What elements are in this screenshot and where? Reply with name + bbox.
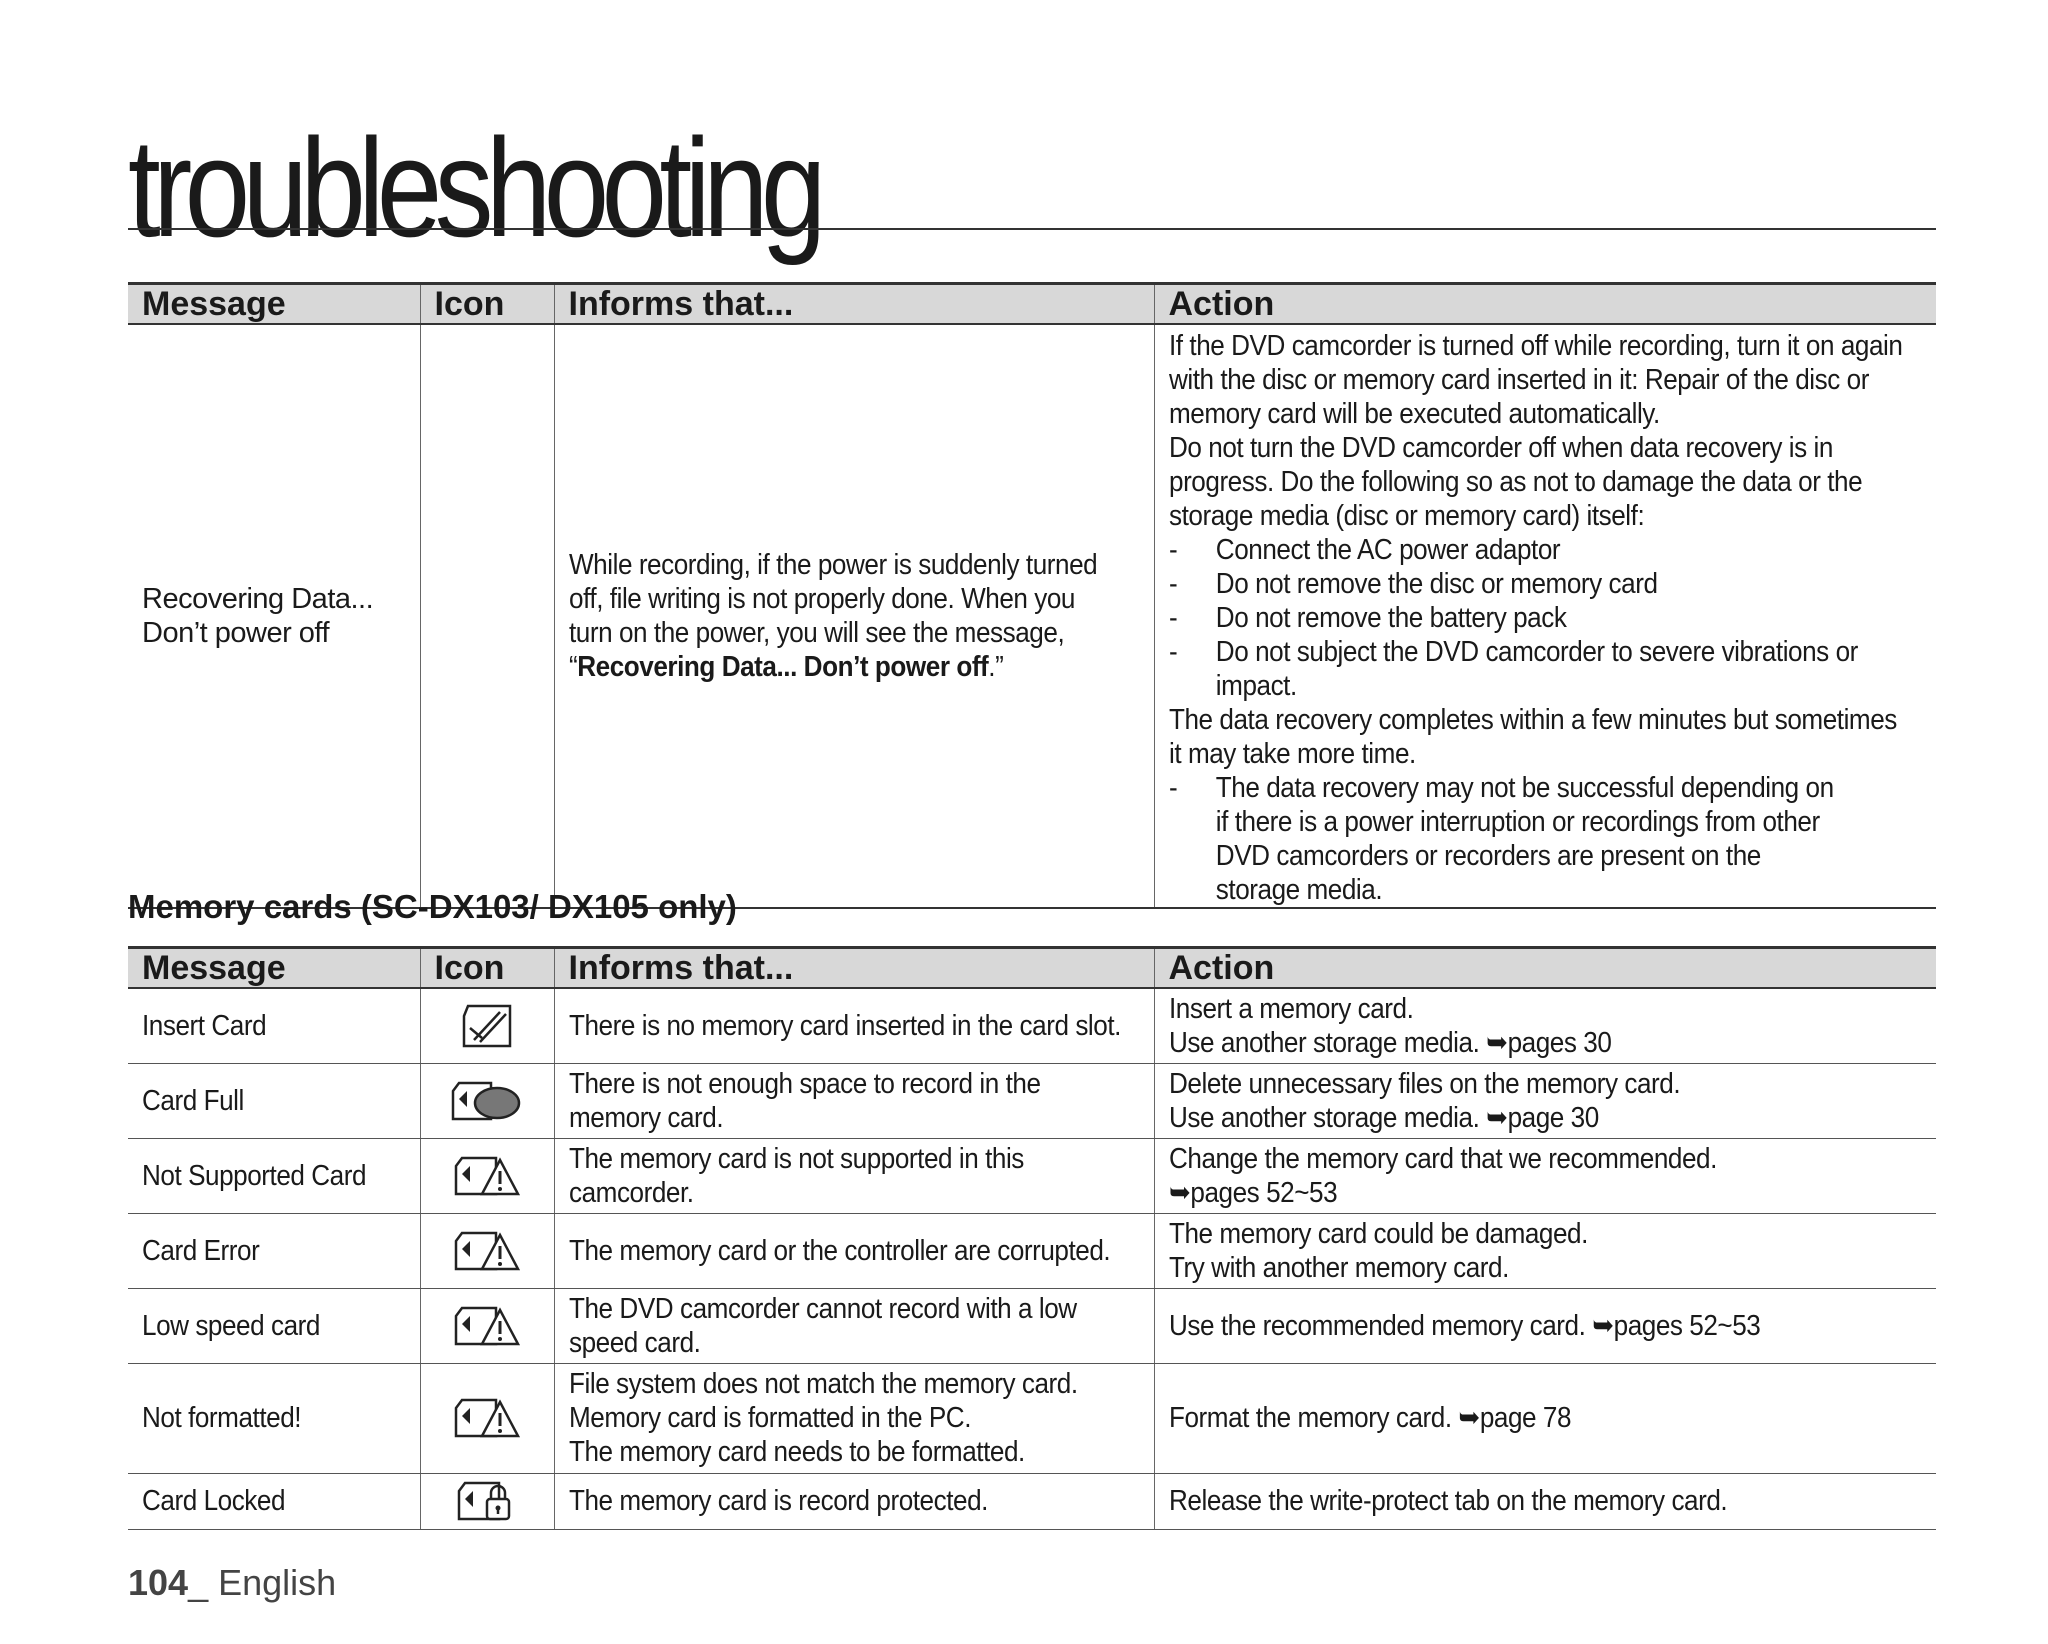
- informs-line: Memory card is formatted in the PC.: [568, 1402, 971, 1434]
- action-line: Delete unnecessary files on the memory card.: [1168, 1067, 1680, 1100]
- memory-cards-table: [128, 946, 1936, 1530]
- section-heading: Memory cards (SC-DX103/ DX105 only): [128, 888, 737, 925]
- informs-line: The memory card or the controller are corrupted.: [568, 1234, 1110, 1267]
- informs-line: The DVD camcorder cannot record with a low: [568, 1292, 1077, 1325]
- title-rule: [128, 228, 1936, 230]
- message-text: Card Error: [142, 1234, 260, 1267]
- recovering-table: [128, 282, 1936, 909]
- message-text: Card Full: [142, 1084, 244, 1117]
- quote-open: “: [568, 651, 577, 683]
- table-row: [128, 324, 1936, 908]
- bullet-item: - Do not remove the disc or memory card: [1168, 568, 1658, 600]
- action-line: Use another storage media. ➥page 30: [1168, 1101, 1599, 1134]
- message-cell: [128, 1213, 420, 1288]
- message-cell: [128, 1473, 420, 1529]
- message-text: Not formatted!: [142, 1402, 302, 1434]
- action-cell: [1154, 1138, 1936, 1213]
- action-line: The data recovery completes within a few minutes but sometimes: [1168, 704, 1897, 736]
- card-warning-icon: [421, 1396, 554, 1440]
- message-text: Insert Card: [142, 1009, 267, 1042]
- page-title: troubleshooting: [128, 109, 819, 266]
- informs-line: File system does not match the memory card.: [568, 1368, 1078, 1400]
- icon-cell: [420, 1213, 554, 1288]
- table-row: [128, 1363, 1936, 1473]
- action-cell: [1154, 1288, 1936, 1363]
- informs-line: memory card.: [568, 1101, 723, 1134]
- table-row: [128, 988, 1936, 1063]
- action-line: Do not turn the DVD camcorder off when data recovery is in: [1168, 432, 1833, 464]
- action-line: memory card will be executed automatically.: [1168, 398, 1660, 430]
- informs-line: camcorder.: [568, 1176, 694, 1209]
- column-header-icon: Icon: [420, 284, 554, 325]
- informs-line: The memory card is record protected.: [568, 1485, 988, 1517]
- column-header-icon: Icon: [420, 948, 554, 989]
- action-line: Try with another memory card.: [1168, 1251, 1509, 1284]
- action-cell: [1154, 988, 1936, 1063]
- action-line: progress. Do the following so as not to damage the data or the: [1168, 466, 1862, 498]
- column-header-message: Message: [128, 284, 420, 325]
- column-header-message: Message: [128, 948, 420, 989]
- action-line: with the disc or memory card inserted in it: Repair of the disc or: [1168, 364, 1869, 396]
- action-line: If the DVD camcorder is turned off while recording, turn it on again: [1168, 330, 1902, 362]
- action-cell: [1154, 1473, 1936, 1529]
- action-cell: [1154, 1363, 1936, 1473]
- icon-cell: [420, 1138, 554, 1213]
- message-text: Not Supported Card: [142, 1159, 367, 1192]
- table-row: [128, 1213, 1936, 1288]
- action-line: storage media (disc or memory card) itself:: [1168, 500, 1644, 532]
- action-line: Insert a memory card.: [1168, 992, 1413, 1025]
- informs-cell: [554, 1138, 1154, 1213]
- header-row: [128, 284, 1936, 325]
- message-cell: [128, 988, 420, 1063]
- informs-cell: [554, 988, 1154, 1063]
- informs-line: off, file writing is not properly done. When you: [568, 583, 1075, 615]
- informs-line: turn on the power, you will see the message,: [568, 617, 1064, 649]
- card-warning-icon: [421, 1229, 554, 1273]
- card-warning-icon: [421, 1154, 554, 1198]
- informs-line: While recording, if the power is suddenly turned: [568, 549, 1097, 581]
- icon-cell: [420, 324, 554, 908]
- icon-cell: [420, 988, 554, 1063]
- page-number: 104: [128, 1562, 189, 1603]
- header-row: [128, 948, 1936, 989]
- table-row: [128, 1288, 1936, 1363]
- column-header-informs: Informs that...: [554, 284, 1154, 325]
- action-line: Use the recommended memory card. ➥pages 52~53: [1168, 1309, 1760, 1342]
- card-full-icon: [421, 1079, 554, 1123]
- table-row: [128, 1473, 1936, 1529]
- table-row: [128, 1063, 1936, 1138]
- message-cell: [128, 1363, 420, 1473]
- card-locked-icon: [421, 1479, 554, 1523]
- action-line: The memory card could be damaged.: [1168, 1217, 1588, 1250]
- message-line: Don’t power off: [142, 617, 330, 649]
- no-card-icon: [421, 1004, 554, 1048]
- informs-cell: [554, 1473, 1154, 1529]
- message-line: Recovering Data...: [142, 583, 374, 615]
- icon-cell: [420, 1063, 554, 1138]
- informs-line: The memory card is not supported in this: [568, 1142, 1024, 1175]
- message-cell: [128, 1063, 420, 1138]
- card-warning-icon: [421, 1304, 554, 1348]
- bullet-item: - Do not remove the battery pack: [1168, 602, 1566, 634]
- action-line: Use another storage media. ➥pages 30: [1168, 1026, 1611, 1059]
- icon-cell: [420, 1473, 554, 1529]
- table-row: [128, 1138, 1936, 1213]
- informs-cell: [554, 1288, 1154, 1363]
- bullet-item: - Connect the AC power adaptor: [1168, 534, 1560, 566]
- informs-line: speed card.: [568, 1326, 700, 1359]
- action-line: Release the write-protect tab on the memory card.: [1168, 1485, 1727, 1517]
- action-line: Change the memory card that we recommended.: [1168, 1142, 1717, 1175]
- message-text: Low speed card: [142, 1309, 320, 1342]
- quoted-message: Recovering Data... Don’t power off: [576, 651, 988, 683]
- page-footer: [128, 1562, 336, 1604]
- column-header-action: Action: [1154, 948, 1936, 989]
- informs-line: There is no memory card inserted in the card slot.: [568, 1009, 1121, 1042]
- action-cell: [1154, 1063, 1936, 1138]
- bullet-item: - The data recovery may not be successful depending on if there is a power interruption or recordings from other DVD camcorders or recorders are present on the storage media.: [1168, 772, 1834, 906]
- bullet-item: - Do not subject the DVD camcorder to severe vibrations or impact.: [1168, 636, 1858, 702]
- message-cell: [128, 1138, 420, 1213]
- action-cell: [1154, 1213, 1936, 1288]
- action-cell: [1154, 324, 1936, 908]
- action-line: it may take more time.: [1168, 738, 1416, 770]
- icon-cell: [420, 1363, 554, 1473]
- action-line: Format the memory card. ➥page 78: [1168, 1402, 1571, 1434]
- informs-cell: [554, 1063, 1154, 1138]
- informs-line: The memory card needs to be formatted.: [568, 1436, 1025, 1468]
- column-header-action: Action: [1154, 284, 1936, 325]
- footer-language: _ English: [188, 1562, 337, 1603]
- action-line: ➥pages 52~53: [1168, 1176, 1337, 1209]
- quote-close: .”: [987, 651, 1003, 683]
- informs-line: There is not enough space to record in the: [568, 1067, 1041, 1100]
- message-text: Card Locked: [142, 1485, 286, 1517]
- icon-cell: [420, 1288, 554, 1363]
- message-cell: [128, 1288, 420, 1363]
- column-header-informs: Informs that...: [554, 948, 1154, 989]
- message-cell: [128, 324, 420, 908]
- informs-cell: [554, 1363, 1154, 1473]
- informs-cell: [554, 1213, 1154, 1288]
- informs-cell: [554, 324, 1154, 908]
